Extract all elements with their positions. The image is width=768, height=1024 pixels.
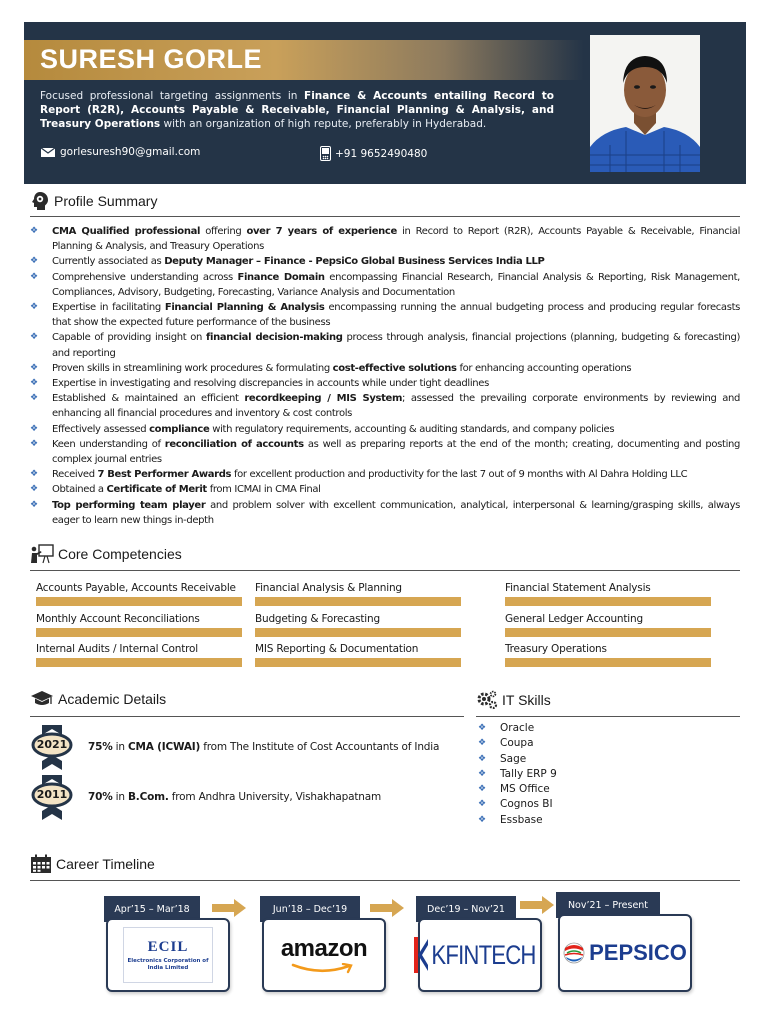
timeline-period: Dec’19 – Nov’21 [416, 896, 516, 922]
competency-item: Accounts Payable, Accounts Receivable [36, 582, 242, 606]
it-skills-heading: IT Skills [476, 690, 551, 710]
phone-icon [320, 146, 331, 161]
list-item: ❖ Tally ERP 9 [478, 767, 557, 782]
kfintech-k-mark [414, 935, 428, 975]
right-arrow-icon [520, 896, 554, 914]
pepsico-globe-icon [563, 942, 585, 964]
profile-photo [590, 35, 700, 172]
academic-details-heading: Academic Details [30, 690, 166, 708]
company-logo-amazon: amazon [262, 918, 386, 992]
list-item: ❖ Expertise in investigating and resolving discrepancies in accounts while under tight deadlines [30, 376, 740, 391]
list-item: ❖ CMA Qualified professional offering over 7 years of experience in Record to Report (R2R), Accounts Payable & Receivable, Financial Planning & Analysis, and Treasury Operations [30, 224, 740, 254]
profile-divider [30, 216, 740, 217]
company-logo-kfintech: KFINTECH [418, 918, 542, 992]
list-item: ❖ Proven skills in streamlining work procedures & formulating cost-effective solutions for enhancing accounting operations [30, 361, 740, 376]
list-item: ❖ Received 7 Best Performer Awards for excellent production and productivity for the last 7 out of 9 months with Al Dahra Holding LLC [30, 467, 740, 482]
profile-summary-heading: Profile Summary [30, 191, 157, 211]
list-item: ❖ Keen understanding of reconciliation of accounts as well as preparing reports at the end of the month; creating, documenting and posting complex journal entries [30, 437, 740, 467]
competency-item: Treasury Operations [505, 643, 711, 667]
competency-item: Budgeting & Forecasting [255, 613, 461, 637]
competency-item: General Ledger Accounting [505, 613, 711, 637]
list-item: ❖ Coupa [478, 736, 557, 751]
list-item: ❖ Capable of providing insight on financial decision-making process through analysis, financial projections (planning, budgeting & forecasting) and reporting [30, 330, 740, 360]
right-arrow-icon [212, 899, 246, 917]
phone-text[interactable]: +91 9652490480 [335, 147, 428, 160]
competency-item: Financial Statement Analysis [505, 582, 711, 606]
academic-row [30, 723, 439, 771]
list-item: ❖ Expertise in facilitating Financial Planning & Analysis encompassing running the annual budgeting process and producing regular forecasts that show the expected future performance of the business [30, 300, 740, 330]
head-gears-icon [30, 191, 50, 211]
academic-divider [30, 716, 464, 717]
competency-item: MIS Reporting & Documentation [255, 643, 461, 667]
academic-text: 70% in B.Com. from Andhra University, Vishakhapatnam [88, 791, 381, 803]
competencies-divider [30, 570, 740, 571]
competency-item: Internal Audits / Internal Control [36, 643, 242, 667]
year-badge: 2021 [30, 723, 74, 771]
timeline-period: Apr’15 – Mar’18 [104, 896, 200, 922]
right-arrow-icon [370, 899, 404, 917]
list-item: ❖ Established & maintained an efficient recordkeeping / MIS System; assessed the prevailing corporate environments by reviewing and enhancing all financial procedures and inventory & cost controls [30, 391, 740, 421]
list-item: ❖ Obtained a Certificate of Merit from ICMAI in CMA Final [30, 482, 740, 497]
resume-header [24, 22, 746, 184]
year-badge: 2011 [30, 773, 74, 821]
company-logo-ecil: ECIL Electronics Corporation of India Limited [106, 918, 230, 992]
list-item: ❖ MS Office [478, 782, 557, 797]
list-item: ❖ Oracle [478, 721, 557, 736]
list-item: ❖ Currently associated as Deputy Manager – Finance - PepsiCo Global Business Services India LLP [30, 254, 740, 269]
presenter-board-icon [30, 544, 54, 564]
candidate-name: SURESH GORLE [40, 44, 263, 74]
timeline-period: Nov’21 – Present [556, 892, 660, 918]
graduation-cap-icon [30, 690, 54, 708]
envelope-icon [40, 147, 56, 158]
profile-summary-list [30, 224, 740, 528]
list-item: ❖ Effectively assessed compliance with regulatory requirements, accounting & auditing standards, and company policies [30, 422, 740, 437]
company-logo-pepsico: PEPSICO [558, 914, 692, 992]
it-skills-divider [476, 716, 740, 717]
it-skills-list [478, 721, 557, 828]
list-item: ❖ Essbase [478, 813, 557, 828]
list-item: ❖ Comprehensive understanding across Finance Domain encompassing Financial Research, Financial Analysis & Reporting, Risk Management, Compliances, Advisory, Budgeting, Forecasting, Variance Analysis and Documentation [30, 270, 740, 300]
list-item: ❖ Top performing team player and problem solver with excellent communication, analytical, interpersonal & learning/grasping skills, always eager to learn new things in-depth [30, 498, 740, 528]
email-text[interactable]: gorlesuresh90@gmail.com [60, 146, 201, 158]
academic-row [30, 773, 381, 821]
academic-text: 75% in CMA (ICWAI) from The Institute of Cost Accountants of India [88, 741, 440, 753]
amazon-smile-icon [291, 963, 357, 975]
tagline: Focused professional targeting assignments in Finance & Accounts entailing Record to Report (R2R), Accounts Payable & Receivable, Financial Planning & Analysis, and Treasury Operations with an organization of high repute, preferably in Hyderabad. [40, 90, 555, 130]
career-timeline-heading: Career Timeline [30, 854, 155, 874]
list-item: ❖ Cognos BI [478, 797, 557, 812]
email-contact[interactable] [40, 146, 200, 158]
list-item: ❖ Sage [478, 752, 557, 767]
calendar-icon [30, 854, 52, 874]
competency-item: Financial Analysis & Planning [255, 582, 461, 606]
phone-contact[interactable] [320, 146, 427, 161]
core-competencies-heading: Core Competencies [30, 544, 182, 564]
gears-icon [476, 690, 498, 710]
career-divider [30, 880, 740, 881]
timeline-period: Jun’18 – Dec’19 [260, 896, 360, 922]
competency-item: Monthly Account Reconciliations [36, 613, 242, 637]
